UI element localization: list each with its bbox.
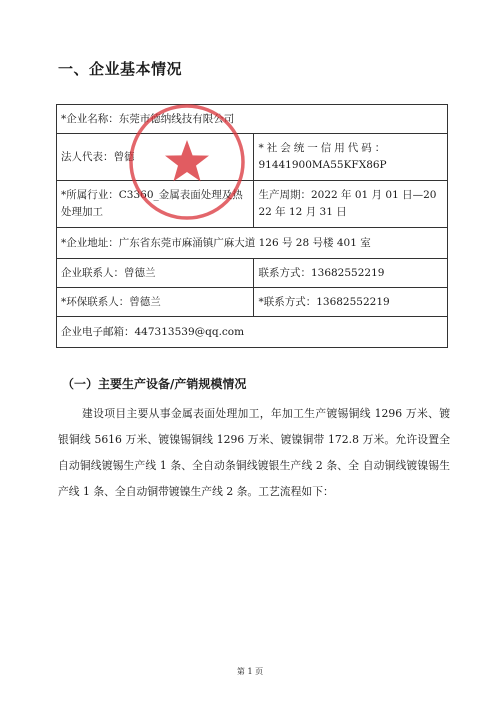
- page-number: 第 1 页: [236, 667, 264, 676]
- credit-code-label: *社会统一信用代码：: [258, 142, 389, 154]
- legal-rep-cell: 法人代表：曾德: [57, 134, 254, 181]
- industry-cell: *所属行业：C3360_金属表面处理及热处理加工: [57, 181, 254, 228]
- company-info-table: [56, 104, 448, 348]
- subsection-title: （一）主要生产设备/产销规模情况: [62, 377, 247, 391]
- address-cell: *企业地址：广东省东莞市麻涌镇广麻大道 126 号 28 号楼 401 室: [57, 228, 448, 259]
- production-period-cell: 生产周期：2022 年 01 月 01 日—2022 年 12 月 31 日: [254, 181, 448, 228]
- contact-cell: 企业联系人：曾德兰: [57, 259, 254, 288]
- credit-code-value: 91441900MA55KFX86P: [258, 159, 387, 171]
- body-paragraph: 建设项目主要从事金属表面处理加工，年加工生产镀锡铜线 1296 万米、镀银铜线 5616 万米、镀镍锡铜线 1296 万米、镀镍铜带 172.8 万米。允许设置全自动铜线镀锡生产线 1 条、全自动条铜线镀银生产线 2 条、全 自动铜线镀镍锡生产线 1 条、全自动铜带镀镍生产线 2 条。工艺流程如下：: [58, 407, 450, 498]
- section-title: 一、企业基本情况: [58, 60, 183, 78]
- contact-phone-cell: 联系方式：13682552219: [254, 259, 448, 288]
- company-name-cell: *企业名称：东莞市德纳线技有限公司: [57, 105, 448, 134]
- env-phone-cell: *联系方式：13682552219: [254, 288, 448, 317]
- credit-code-cell: [254, 134, 448, 181]
- email-cell: 企业电子邮箱：447313539@qq.com: [57, 317, 448, 348]
- env-contact-cell: *环保联系人：曾德兰: [57, 288, 254, 317]
